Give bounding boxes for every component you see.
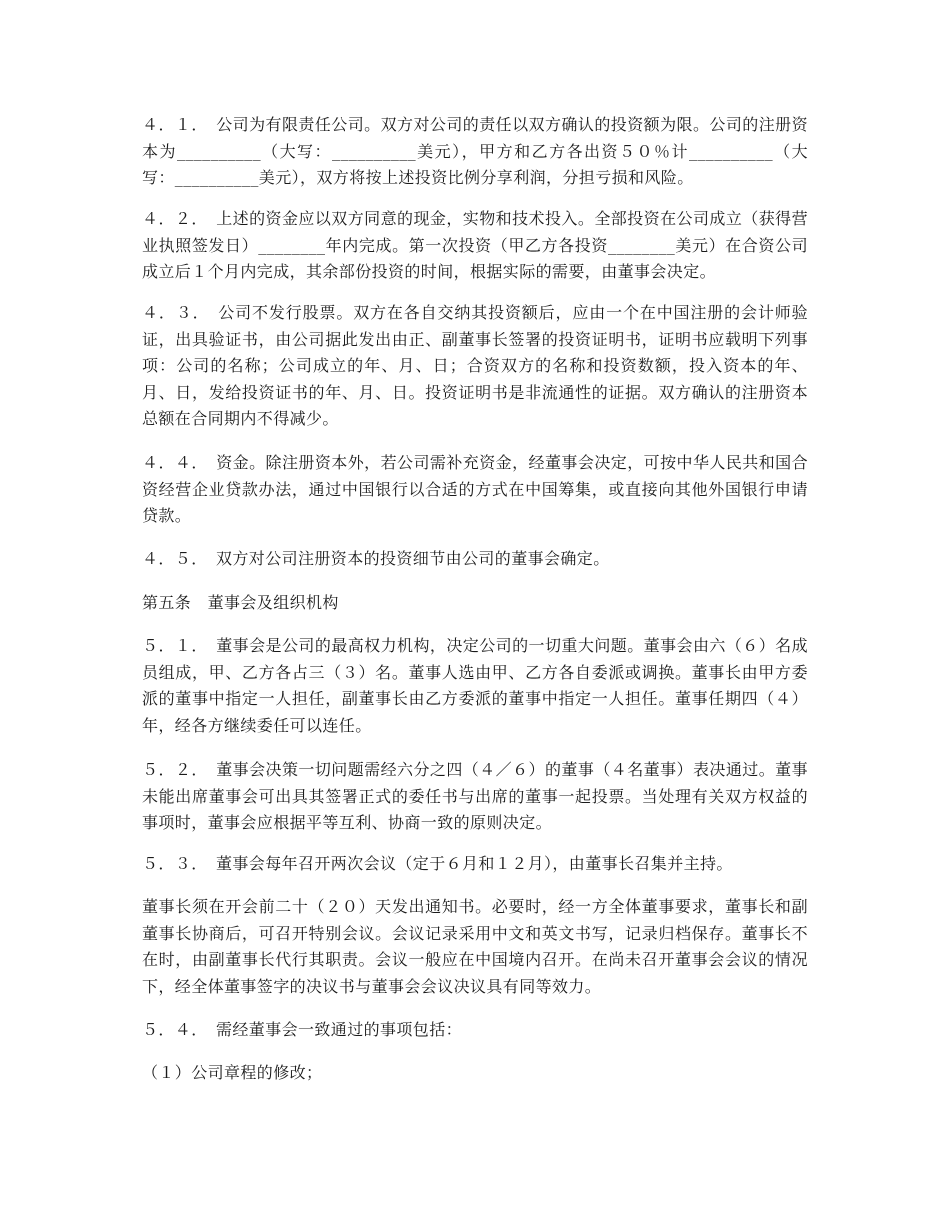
clause-4-5: ４．５． 双方对公司注册资本的投资细节由公司的董事会确定。: [142, 549, 610, 568]
clause-5-3: ５．３． 董事会每年召开两次会议（定于６月和１２月），由董事长召集并主持。: [142, 854, 733, 873]
item-1: （１）公司章程的修改；: [142, 1063, 323, 1082]
clause-4-4: ４．４． 资金。除注册资本外，若公司需补充资金，经董事会决定，可按中华人民共和国合资经营企业贷款办法，通过中国银行以合适的方式在中国筹集，或直接向其他外国银行申请贷款。: [142, 453, 808, 525]
clause-4-1: ４．１． 公司为有限责任公司。双方对公司的责任以双方确认的投资额为限。公司的注册资本为__________（大写：__________美元），甲方和乙方各出资５０％计__________（大写：__________美元），双方将按上述投资比例分享利润，分担亏损和风险。: [142, 115, 808, 187]
clause-5-1: ５．１． 董事会是公司的最高权力机构，决定公司的一切重大问题。董事会由六（６）名成员组成，甲、乙方各占三（３）名。董事人选由甲、乙方各自委派或调换。董事长由甲方委派的董事中指定一人担任，副董事长由乙方委派的董事中指定一人担任。董事任期四（４）年，经各方继续委任可以连任。: [142, 636, 808, 735]
clause-4-3: ４．３． 公司不发行股票。双方在各自交纳其投资额后，应由一个在中国注册的会计师验证，出具验证书，由公司据此发出由正、副董事长签署的投资证明书，证明书应载明下列事项：公司的名称；公司成立的年、月、日；合资双方的名称和投资数额，投入资本的年、月、日，发给投资证书的年、月、日。投资证明书是非流通性的证据。双方确认的注册资本总额在合同期内不得减少。: [142, 303, 808, 428]
article-5-heading: 第五条 董事会及组织机构: [142, 593, 339, 612]
clause-5-4: ５．４． 需经董事会一致通过的事项包括：: [142, 1020, 463, 1039]
clause-5-2: ５．２． 董事会决策一切问题需经六分之四（４／６）的董事（４名董事）表决通过。董事未能出席董事会可出具其签署正式的委任书与出席的董事一起投票。当处理有关双方权益的事项时，董事会应根据平等互利、协商一致的原则决定。: [142, 760, 808, 832]
clause-5-3-notice: 董事长须在开会前二十（２０）天发出通知书。必要时，经一方全体董事要求，董事长和副董事长协商后，可召开特别会议。会议记录采用中文和英文书写，记录归档保存。董事长不在时，由副董事长代行其职责。会议一般应在中国境内召开。在尚未召开董事会会议的情况下，经全体董事签字的决议书与董事会会议决议具有同等效力。: [142, 897, 808, 996]
clause-4-2: ４．２． 上述的资金应以双方同意的现金，实物和技术投入。全部投资在公司成立（获得营业执照签发日）________年内完成。第一次投资（甲乙方各投资________美元）在合资公司成立后１个月内完成，其余部份投资的时间，根据实际的需要，由董事会决定。: [142, 209, 808, 281]
